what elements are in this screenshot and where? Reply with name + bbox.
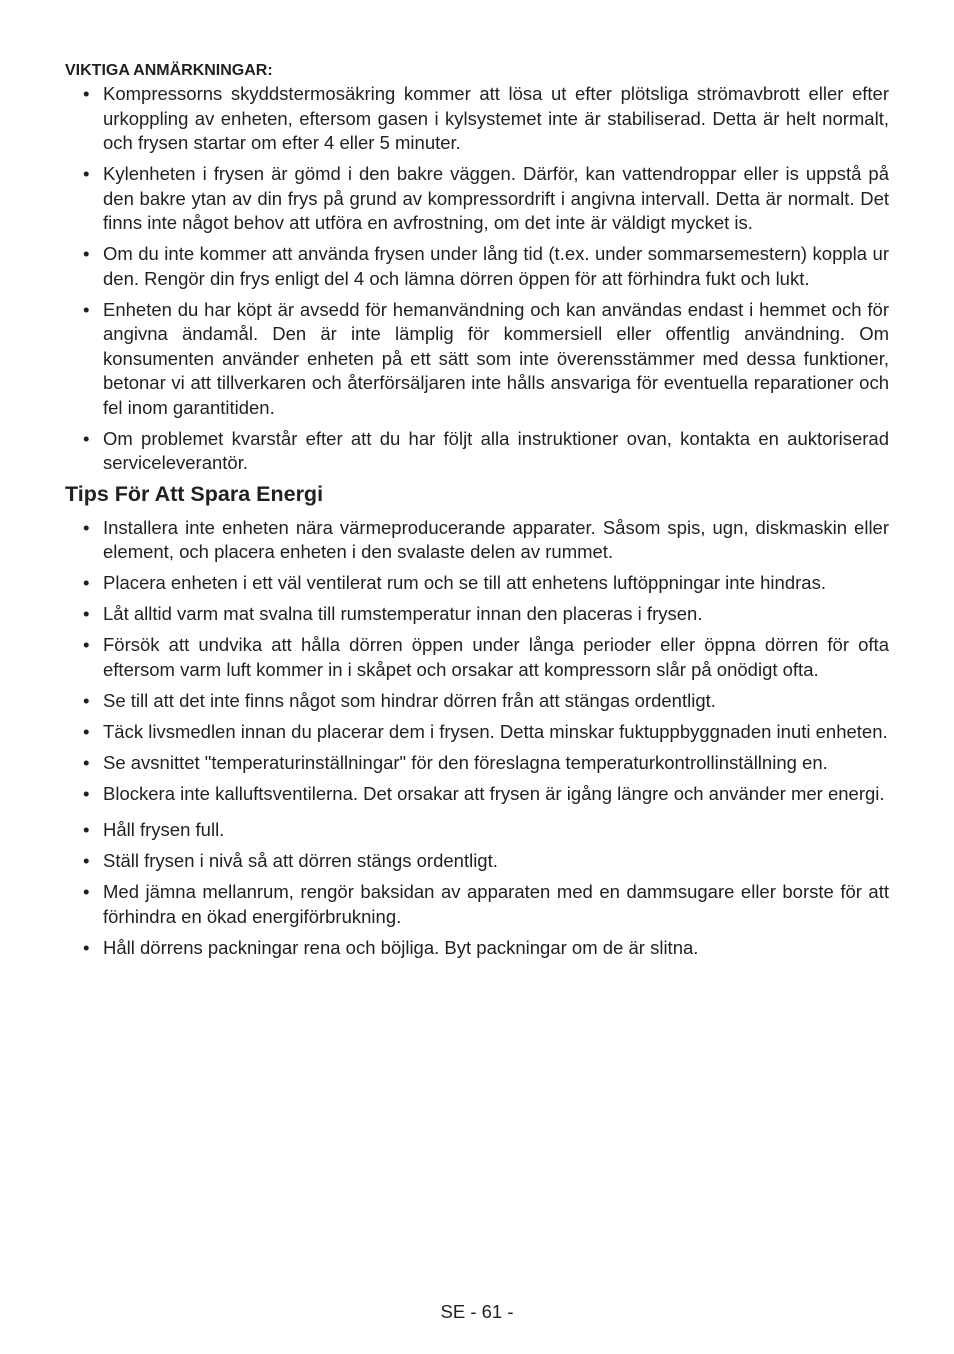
bullet-icon: • (83, 881, 90, 902)
list-item-text: Ställ frysen i nivå så att dörren stängs ordentligt. (103, 850, 498, 871)
list-item (65, 162, 889, 236)
list-item (65, 82, 889, 156)
list-item-text: Kylenheten i frysen är gömd i den bakre väggen. Därför, kan vattendroppar eller is uppstå på den bakre ytan av din frys på grund av kompressordrift i angivna intervall. Detta är normalt. Det finns inte något behov att utföra en avfrostning, om det inte är väldigt mycket is. (103, 163, 889, 233)
list-item-text: Enheten du har köpt är avsedd för hemanvändning och kan användas endast i hemmet och för angivna ändamål. Den är inte lämplig för kommersiell eller offentlig användning. Om konsumenten använder enheten på ett sätt som inte överensstämmer med dessa funktioner, betonar vi att tillverkaren och återförsäljaren inte hålls ansvariga för eventuella reparationer och fel inom garantitiden. (103, 298, 889, 418)
bullet-icon: • (83, 634, 90, 655)
bullet-icon: • (83, 689, 90, 711)
bullet-icon: • (83, 83, 90, 104)
page-number: SE - 61 - (440, 1301, 514, 1322)
bullet-icon: • (83, 782, 90, 804)
bullet-icon: • (83, 720, 90, 742)
list-item (65, 633, 889, 682)
list-item (65, 516, 889, 565)
list-item (65, 818, 889, 843)
important-notes-list (65, 82, 889, 476)
bullet-icon: • (83, 603, 90, 624)
list-item (65, 602, 889, 627)
bullet-icon: • (83, 298, 90, 320)
list-item (65, 242, 889, 291)
list-item-text: Håll frysen full. (103, 819, 225, 840)
list-item (65, 936, 889, 961)
bullet-icon: • (83, 850, 90, 871)
bullet-icon: • (83, 572, 90, 593)
list-item-text: Se avsnittet "temperaturinställningar" för den föreslagna temperaturkontrollinställning en. (103, 751, 828, 773)
bullet-icon: • (83, 516, 90, 538)
energy-tips-heading: Tips För Att Spara Energi (65, 481, 324, 506)
important-notes-heading: VIKTIGA ANMÄRKNINGAR: (65, 62, 273, 79)
list-item (65, 571, 889, 596)
list-item (65, 782, 889, 807)
list-item-text: Placera enheten i ett väl ventilerat rum och se till att enhetens luftöppningar inte hindras. (103, 572, 826, 593)
list-item-text: Installera inte enheten nära värmeproducerande apparater. Såsom spis, ugn, diskmaskin eller element, och placera enheten i den svalaste delen av rummet. (103, 516, 889, 562)
list-item-text: Blockera inte kalluftsventilerna. Det orsakar att frysen är igång längre och använder mer energi. (103, 782, 885, 804)
list-item-text: Försök att undvika att hålla dörren öppen under långa perioder eller öppna dörren för ofta eftersom varm luft kommer in i skåpet och orsakar att kompressorn slår på onödigt ofta. (103, 634, 889, 680)
list-item (65, 689, 889, 714)
bullet-icon: • (83, 936, 90, 958)
list-item-text: Låt alltid varm mat svalna till rumstemperatur innan den placeras i frysen. (103, 603, 703, 624)
list-item (65, 849, 889, 874)
bullet-icon: • (83, 751, 90, 773)
list-item (65, 427, 889, 476)
list-item (65, 751, 889, 776)
bullet-icon: • (83, 819, 90, 840)
list-item-text: Med jämna mellanrum, rengör baksidan av apparaten med en dammsugare eller borste för att förhindra en ökad energiförbrukning. (103, 881, 889, 927)
list-item (65, 880, 889, 929)
energy-tips-list (65, 516, 889, 961)
bullet-icon: • (83, 243, 90, 264)
list-item-text: Täck livsmedlen innan du placerar dem i frysen. Detta minskar fuktuppbyggnaden inuti enheten. (103, 720, 888, 742)
bullet-icon: • (83, 427, 90, 449)
list-item (65, 720, 889, 745)
document-page (65, 60, 889, 967)
list-item-text: Kompressorns skyddstermosäkring kommer att lösa ut efter plötsliga strömavbrott eller efter urkoppling av enheten, eftersom gasen i kylsystemet inte är stabiliserad. Detta är helt normalt, och frysen startar om efter 4 eller 5 minuter. (103, 83, 889, 153)
list-item-text: Om problemet kvarstår efter att du har följt alla instruktioner ovan, kontakta en auktoriserad serviceleverantör. (103, 427, 889, 473)
list-item-text: Håll dörrens packningar rena och böjliga. Byt packningar om de är slitna. (103, 936, 699, 958)
bullet-icon: • (83, 163, 90, 184)
list-item (65, 298, 889, 421)
list-item-text: Se till att det inte finns något som hindrar dörren från att stängas ordentligt. (103, 689, 716, 711)
list-item-text: Om du inte kommer att använda frysen under lång tid (t.ex. under sommarsemestern) koppla ur den. Rengör din frys enligt del 4 och lämna dörren öppen för att förhindra fukt och lukt. (103, 243, 889, 289)
